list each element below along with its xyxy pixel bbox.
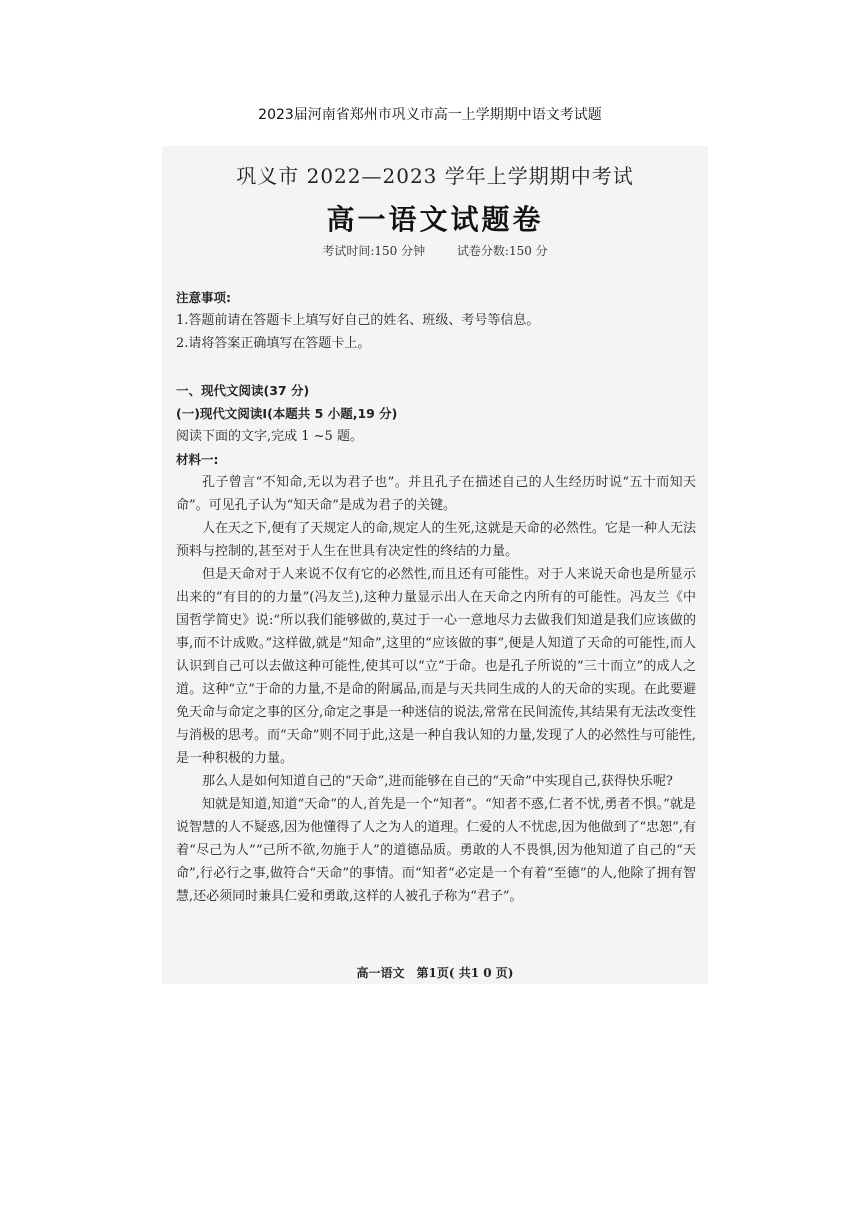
exam-subtitle: 巩义市 2022—2023 学年上学期期中考试 (236, 164, 634, 188)
notes-section (176, 286, 696, 355)
reading-section (176, 379, 696, 908)
exam-score: 试卷分数:150 分 (456, 244, 548, 258)
section-subheading: (一)现代文阅读Ⅰ(本题共 5 小题,19 分) (176, 406, 398, 421)
section-instruction: 阅读下面的文字,完成 1 ~5 题。 (176, 429, 363, 444)
notes-heading: 注意事项: (176, 290, 231, 305)
paragraph: 但是天命对于人来说不仅有它的必然性,而且还有可能性。对于人来说天命也是所显示出来的“有目的的力量”(冯友兰),这种力量显示出人在天命之内所有的可能性。冯友兰《中国哲学简史》说:“所以我们能够做的,莫过于一心一意地尽力去做我们知道是我们应该做的事,而不计成败。”这样做,就是“知命”,这里的“应该做的事”,便是人知道了天命的可能性,而人认识到自己可以去做这种可能性,使其可以“立”于命。也是孔子所说的“三十而立”的成人之道。这种“立”于命的力量,不是命的附属品,而是与天共同生成的人的天命的实现。在此要避免天命与命定之事的区分,命定之事是一种迷信的说法,常常在民间流传,其结果有无法改变性与消极的思考。而“天命”则不同于此,这是一种自我认知的力量,发现了人的必然性与可能性,是一种积极的力量。 (176, 567, 696, 766)
paragraph: 知就是知道,知道“天命”的人,首先是一个“知者”。“知者不惑,仁者不忧,勇者不惧。”就是说智慧的人不疑惑,因为他懂得了人之为人的道理。仁爱的人不忧虑,因为他做到了“忠恕”,有着“尽己为人”“己所不欲,勿施于人”的道德品质。勇敢的人不畏惧,因为他知道了自己的“天命”,行必行之事,做符合“天命”的事情。而“知者”必定是一个有着“至德”的人,他除了拥有智慧,还必须同时兼具仁爱和勇敢,这样的人被孔子称为“君子”。 (176, 797, 696, 904)
paragraph: 人在天之下,便有了天规定人的命,规定人的生死,这就是天命的必然性。它是一种人无法预料与控制的,甚至对于人生在世具有决定性的终结的力量。 (176, 521, 696, 559)
exam-info (162, 242, 708, 259)
paragraph: 那么人是如何知道自己的“天命”,进而能够在自己的“天命”中实现自己,获得快乐呢? (202, 774, 673, 789)
paragraph: 孔子曾言“不知命,无以为君子也”。并且孔子在描述自己的人生经历时说“五十而知天命”。可见孔子认为“知天命”是成为君子的关键。 (176, 475, 696, 513)
document-title: 2023届河南省郑州市巩义市高一上学期期中语文考试题 (258, 107, 602, 123)
notes-item: 1.答题前请在答题卡上填写好自己的姓名、班级、考号等信息。 (176, 313, 540, 328)
page-footer: 高一语文 第1页( 共1 0 页) (356, 966, 514, 980)
exam-title: 高一语文试题卷 (326, 203, 544, 236)
section-heading: 一、现代文阅读(37 分) (176, 383, 310, 398)
material-label: 材料一: (176, 452, 219, 467)
notes-item: 2.请将答案正确填写在答题卡上。 (176, 336, 371, 351)
exam-time: 考试时间:150 分钟 (322, 244, 426, 258)
scanned-exam-page (162, 146, 708, 984)
